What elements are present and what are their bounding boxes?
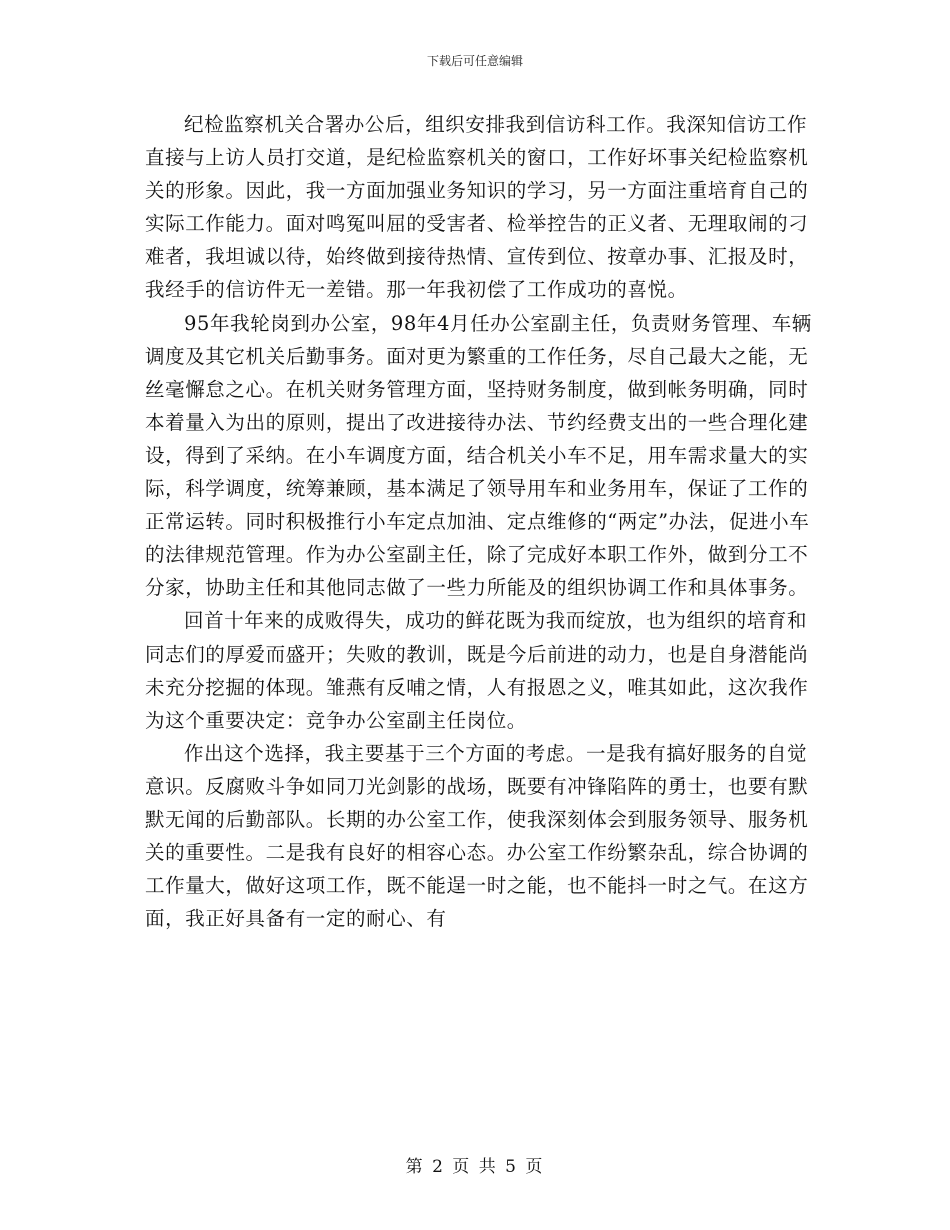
paragraph-4: 作出这个选择，我主要基于三个方面的考虑。一是我有搞好服务的自觉意识。反腐败斗争如同刀光剑影的战场，既要有冲锋陷阵的勇士，也要有默默无闻的后勤部队。长期的办公室工作，使我深刻体会到服务领导、服务机关的重要性。二是我有良好的相容心态。办公室工作纷繁杂乱，综合协调的工作量大，做好这项工作，既不能逞一时之能，也不能抖一时之气。在这方面，我正好具备有一定的耐心、有 (145, 741, 809, 931)
page-header: 下载后可任意编辑 (426, 54, 523, 68)
paragraph-2: 95年我轮岗到办公室，98年4月任办公室副主任，负责财务管理、车辆调度及其它机关后勤事务。面对更为繁重的工作任务，尽自己最大之能，无丝毫懈怠之心。在机关财务管理方面，坚持财务制度，做到帐务明确，同时本着量入为出的原则，提出了改进接待办法、节约经费支出的一些合理化建设，得到了采纳。在小车调度方面，结合机关小车不足，用车需求量大的实际，科学调度，统筹兼顾，基本满足了领导用车和业务用车，保证了工作的正常运转。同时积极推行小车定点加油、定点维修的“两定”办法，促进小车的法律规范管理。作为办公室副主任，除了完成好本职工作外，做到分工不分家，协助主任和其他同志做了一些力所能及的组织协调工作和具体事务。 (145, 311, 812, 600)
paragraph-1: 纪检监察机关合署办公后，组织安排我到信访科工作。我深知信访工作直接与上访人员打交道，是纪检监察机关的窗口，工作好坏事关纪检监察机关的形象。因此，我一方面加强业务知识的学习，另一方面注重培育自己的实际工作能力。面对鸣冤叫屈的受害者、检举控告的正义者、无理取闹的刁难者，我坦诚以待，始终做到接待热情、宣传到位、按章办事、汇报及时，我经手的信访件无一差错。那一年我初偿了工作成功的喜悦。 (145, 113, 809, 302)
document-body (145, 108, 815, 935)
paragraph-3: 回首十年来的成败得失，成功的鲜花既为我而绽放，也为组织的培育和同志们的厚爱而盛开；失败的教训，既是今后前进的动力，也是自身潜能尚未充分挖掘的体现。雏燕有反哺之情，人有报恩之义，唯其如此，这次我作为这个重要决定：竞争办公室副主任岗位。 (145, 609, 809, 732)
page-footer: 第 2 页 共 5 页 (405, 1157, 545, 1177)
